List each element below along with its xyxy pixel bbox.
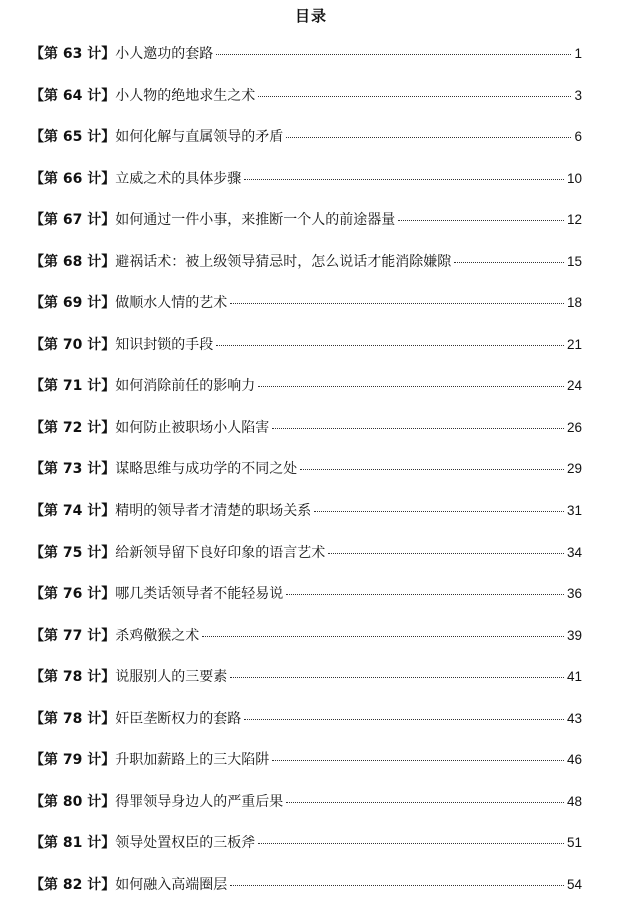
toc-chapter-label: 【第 76 计】 [30, 586, 116, 603]
toc-entry[interactable] [30, 210, 582, 230]
toc-page-number: 46 [566, 752, 582, 768]
dot-leader [216, 53, 571, 55]
toc-title: 升职加薪路上的三大陷阱 [115, 752, 270, 769]
toc-title: 领导处置权臣的三板斧 [115, 835, 256, 852]
dot-leader [454, 261, 564, 263]
toc-title: 如何通过一件小事，来推断一个人的前途器量 [115, 212, 396, 229]
dot-leader [244, 178, 564, 180]
toc-title: 知识封锁的手段 [115, 336, 214, 353]
toc-entry[interactable] [30, 293, 582, 313]
toc-entry[interactable] [30, 127, 582, 147]
toc-chapter-label: 【第 71 计】 [30, 378, 116, 395]
dot-leader [258, 95, 571, 97]
toc-chapter-label: 【第 78 计】 [30, 710, 116, 727]
toc-chapter-label: 【第 82 计】 [30, 876, 116, 893]
toc-page-number: 34 [566, 544, 582, 560]
toc-chapter-label: 【第 66 计】 [30, 170, 116, 187]
toc-chapter-label: 【第 63 计】 [30, 46, 116, 62]
toc-page-number: 1 [574, 46, 582, 61]
toc-page-number: 26 [566, 419, 582, 435]
toc-chapter-label: 【第 80 计】 [30, 793, 116, 810]
toc-entry[interactable] [30, 501, 582, 521]
toc-chapter-label: 【第 70 计】 [30, 336, 116, 353]
toc-chapter-label: 【第 67 计】 [30, 212, 116, 229]
toc-page-number: 36 [566, 586, 582, 602]
toc-title: 杀鸡儆猴之术 [115, 627, 200, 644]
table-of-contents [30, 44, 582, 916]
dot-leader [258, 842, 564, 844]
toc-title: 如何防止被职场小人陷害 [115, 419, 270, 436]
toc-page-number: 31 [566, 503, 582, 519]
dot-leader [230, 302, 564, 304]
toc-title: 给新领导留下良好印象的语言艺术 [115, 544, 326, 561]
dot-leader [328, 552, 564, 554]
toc-page-number: 51 [566, 835, 582, 851]
toc-title: 哪几类话领导者不能轻易说 [115, 586, 284, 603]
toc-title: 奸臣垄断权力的套路 [115, 710, 242, 727]
dot-leader [300, 468, 564, 470]
toc-title: 立威之术的具体步骤 [115, 170, 242, 187]
page-title: 目录 [294, 7, 327, 25]
toc-title: 如何融入高端圈层 [115, 876, 228, 893]
toc-page-number: 21 [566, 336, 582, 352]
toc-chapter-label: 【第 69 计】 [30, 295, 116, 312]
toc-entry[interactable] [30, 543, 582, 563]
toc-entry[interactable] [30, 875, 582, 895]
toc-page-number: 29 [566, 461, 582, 477]
toc-chapter-label: 【第 72 计】 [30, 419, 116, 436]
dot-leader [244, 718, 564, 720]
toc-title: 如何化解与直属领导的矛盾 [115, 129, 284, 146]
dot-leader [272, 759, 564, 761]
toc-entry[interactable] [30, 667, 582, 687]
dot-leader [314, 510, 564, 512]
toc-page-number: 6 [574, 129, 582, 145]
toc-title: 做顺水人情的艺术 [115, 295, 228, 312]
toc-chapter-label: 【第 78 计】 [30, 669, 116, 686]
toc-page-number: 41 [566, 669, 582, 685]
toc-chapter-label: 【第 65 计】 [30, 129, 116, 146]
toc-page-number: 15 [566, 253, 582, 269]
toc-page-number: 3 [574, 87, 582, 103]
dot-leader [230, 676, 564, 678]
toc-chapter-label: 【第 68 计】 [30, 253, 116, 270]
toc-page-number: 24 [566, 378, 582, 394]
toc-entry[interactable] [30, 335, 582, 355]
toc-entry[interactable] [30, 418, 582, 438]
toc-page-number: 54 [566, 876, 582, 892]
dot-leader [398, 219, 564, 221]
dot-leader [258, 385, 564, 387]
toc-entry[interactable] [30, 833, 582, 853]
toc-page-number: 10 [566, 170, 582, 186]
toc-page-number: 18 [566, 295, 582, 311]
toc-chapter-label: 【第 64 计】 [30, 87, 116, 104]
toc-title: 精明的领导者才清楚的职场关系 [115, 503, 312, 520]
toc-chapter-label: 【第 79 计】 [30, 752, 116, 769]
toc-page-number: 12 [566, 212, 582, 228]
toc-chapter-label: 【第 75 计】 [30, 544, 116, 561]
toc-title: 避祸话术：被上级领导猜忌时，怎么说话才能消除嫌隙 [115, 253, 452, 270]
toc-entry[interactable] [30, 626, 582, 646]
toc-entry[interactable] [30, 709, 582, 729]
toc-title: 小人邀功的套路 [115, 46, 214, 62]
toc-title: 小人物的绝地求生之术 [115, 87, 256, 104]
dot-leader [230, 884, 564, 886]
toc-entry[interactable] [30, 792, 582, 812]
toc-chapter-label: 【第 73 计】 [30, 461, 116, 478]
toc-entry[interactable] [30, 169, 582, 189]
dot-leader [216, 344, 564, 346]
toc-page-number: 43 [566, 710, 582, 726]
dot-leader [286, 593, 564, 595]
toc-chapter-label: 【第 77 计】 [30, 627, 116, 644]
toc-title: 如何消除前任的影响力 [115, 378, 256, 395]
dot-leader [202, 635, 564, 637]
toc-entry[interactable] [30, 86, 582, 106]
toc-entry[interactable] [30, 252, 582, 272]
toc-title: 说服别人的三要素 [115, 669, 228, 686]
toc-page-number: 39 [566, 627, 582, 643]
toc-title: 谋略思维与成功学的不同之处 [115, 461, 298, 478]
toc-entry[interactable] [30, 750, 582, 770]
dot-leader [286, 801, 564, 803]
toc-entry[interactable] [30, 584, 582, 604]
toc-chapter-label: 【第 74 计】 [30, 503, 116, 520]
toc-title: 得罪领导身边人的严重后果 [115, 793, 284, 810]
toc-entry[interactable] [30, 459, 582, 479]
dot-leader [286, 136, 571, 138]
dot-leader [272, 427, 564, 429]
toc-chapter-label: 【第 81 计】 [30, 835, 116, 852]
toc-entry[interactable] [30, 44, 582, 64]
toc-page-number: 48 [566, 793, 582, 809]
toc-entry[interactable] [30, 376, 582, 396]
